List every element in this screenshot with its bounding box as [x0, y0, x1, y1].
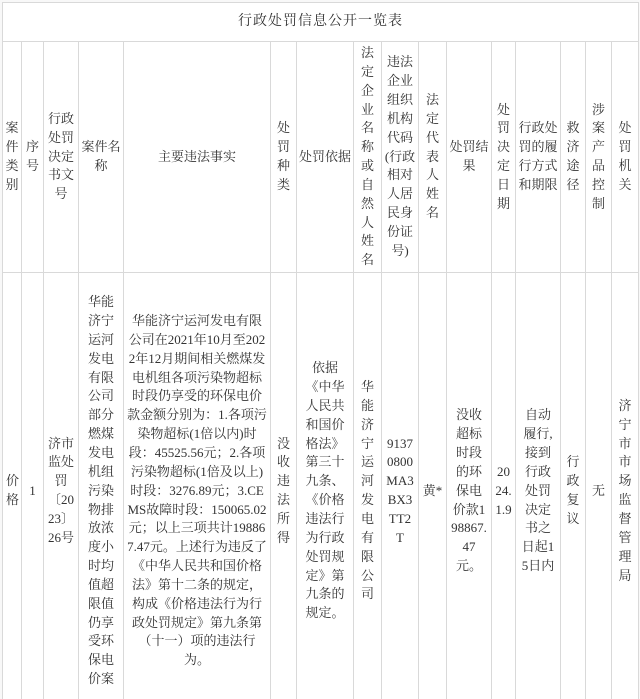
- cell-penalty-type: 没收违法所得: [271, 273, 297, 699]
- cell-case-name: 华能济宁运河发电有限公司部分燃煤发电机组污染物排放浓度小时均值超限值仍享受环保电价案: [79, 273, 124, 699]
- cell-serial-number: 1: [22, 273, 44, 699]
- col-header-execution-method-deadline: 行政处罚的履行方式和期限: [516, 42, 561, 273]
- header-row: [3, 42, 639, 273]
- col-header-penalty-type: 处罚种类: [271, 42, 297, 273]
- cell-penalty-authority: 济宁市市场监督管理局: [612, 273, 639, 699]
- cell-legal-rep-name: 黄*: [419, 273, 447, 699]
- cell-decision-doc-number: 济市监处罚〔2023〕26号: [44, 273, 79, 699]
- col-header-serial-number: 序号: [22, 42, 44, 273]
- penalty-record-row: [3, 273, 639, 699]
- col-header-penalty-basis: 处罚依据: [297, 42, 354, 273]
- col-header-product-control: 涉案产品控制: [586, 42, 612, 273]
- col-header-decision-date: 处罚决定日期: [492, 42, 516, 273]
- cell-penalty-basis: 依据《中华人民共和国价格法》第三十九条、《价格违法行为行政处罚规定》第九条的规定。: [297, 273, 354, 699]
- col-header-case-category: 案件类别: [3, 42, 22, 273]
- col-header-case-name: 案件名称: [79, 42, 124, 273]
- cell-remedy-channel: 行政复议: [561, 273, 586, 699]
- cell-main-illegal-facts: 华能济宁运河发电有限公司在2021年10月至2022年12月期间相关燃煤发电机组各项污染物超标时段仍享受的环保电价款金额分别为：1.各项污染物超标(1倍以内)时段：45525.56元；2.各项污染物超标(1倍及以上)时段：3276.89元；3.CEMS故障时段：150065.02元；以上三项共计198867.47元。上述行为违反了《中华人民共和国价格法》第十二条的规定，构成《价格违法行为行政处罚规定》第九条第（十一）项的违法行为。: [124, 273, 271, 699]
- col-header-decision-doc-number: 行政处罚决定书文号: [44, 42, 79, 273]
- cell-execution-method-deadline: 自动履行,接到行政处罚决定书之日起15日内: [516, 273, 561, 699]
- col-header-org-code: 违法企业组织机构代码(行政相对人居民身份证号): [382, 42, 419, 273]
- col-header-penalty-authority: 处罚机关: [612, 42, 639, 273]
- cell-penalty-result: 没收超标时段的环保电价款198867.47元。: [447, 273, 492, 699]
- cell-decision-date: 2024.1.9: [492, 273, 516, 699]
- col-header-main-illegal-facts: 主要违法事实: [124, 42, 271, 273]
- table-title: 行政处罚信息公开一览表: [3, 3, 639, 42]
- title-row: [3, 3, 639, 42]
- col-header-penalty-result: 处罚结果: [447, 42, 492, 273]
- col-header-legal-rep-name: 法定代表人姓名: [419, 42, 447, 273]
- cell-case-category: 价格: [3, 273, 22, 699]
- cell-entity-name: 华能济宁运河发电有限公司: [354, 273, 382, 699]
- col-header-entity-name: 法定企业名称或自然人姓名: [354, 42, 382, 273]
- cell-org-code: 91370800MA3BX3TT2T: [382, 273, 419, 699]
- cell-product-control: 无: [586, 273, 612, 699]
- penalty-disclosure-table: [2, 2, 639, 699]
- col-header-remedy-channel: 救济途径: [561, 42, 586, 273]
